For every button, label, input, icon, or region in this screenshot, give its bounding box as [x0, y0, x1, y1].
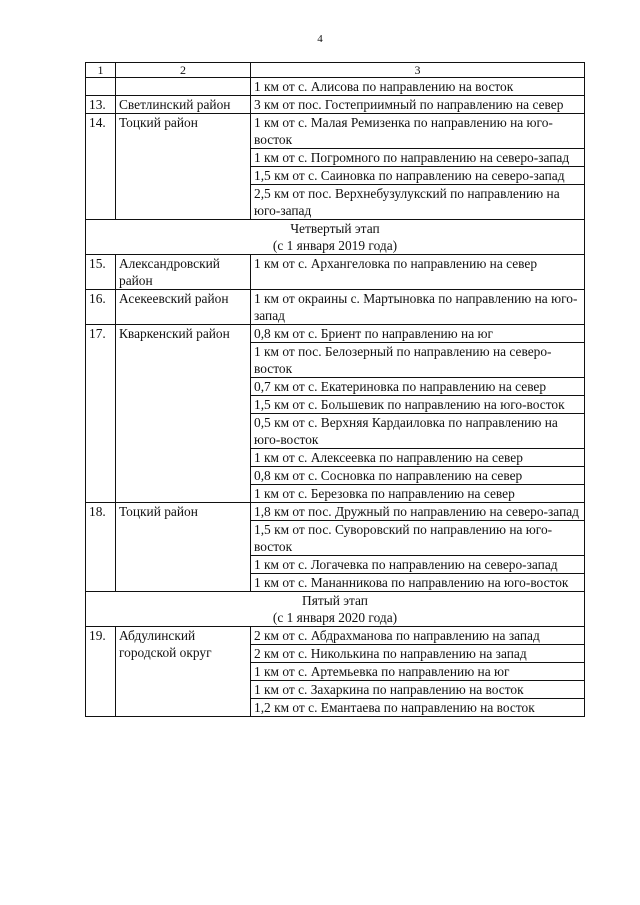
location-cell: 1 км от с. Алисова по направлению на восток	[251, 78, 585, 96]
stage-cell	[86, 220, 585, 255]
row-number-cell	[86, 78, 116, 96]
location-cell: 1,5 км от пос. Суворовский по направлению на юго-восток	[251, 521, 585, 556]
district-name: Кваркенский район	[116, 325, 251, 503]
table-row	[86, 290, 585, 325]
location-cell: 3 км от пос. Гостеприимный по направлению на север	[251, 96, 585, 114]
row-number: 18.	[86, 503, 116, 592]
page-number: 4	[317, 33, 323, 45]
location-cell: 1,5 км от с. Саиновка по направлению на северо-запад	[251, 167, 585, 185]
location-cell: 1,2 км от с. Емантаева по направлению на восток	[251, 699, 585, 717]
location-cell: 1 км от с. Малая Ремизенка по направлению на юго-восток	[251, 114, 585, 149]
location-cell: 0,8 км от с. Бриент по направлению на юг	[251, 325, 585, 343]
row-number: 15.	[86, 255, 116, 290]
row-number: 14.	[86, 114, 116, 220]
location-cell: 1 км от с. Артемьевка по направлению на юг	[251, 663, 585, 681]
stage-row	[86, 592, 585, 627]
stage-subtitle: (с 1 января 2019 года)	[272, 238, 398, 253]
location-cell: 1 км от с. Алексеевка по направлению на север	[251, 449, 585, 467]
table-header-row	[86, 63, 585, 78]
location-cell: 1 км от с. Логачевка по направлению на северо-запад	[251, 556, 585, 574]
table-row	[86, 114, 585, 149]
location-cell: 1 км от с. Мананникова по направлению на юго-восток	[251, 574, 585, 592]
location-cell: 1 км от с. Захаркина по направлению на восток	[251, 681, 585, 699]
district-name: Тоцкий район	[116, 114, 251, 220]
table-row	[86, 96, 585, 114]
stage-subtitle: (с 1 января 2020 года)	[272, 610, 398, 625]
stage-title: Пятый этап	[302, 593, 368, 608]
district-name: Абдулинский городской округ	[116, 627, 251, 717]
stage-cell	[86, 592, 585, 627]
locations-table	[85, 62, 585, 717]
location-cell: 1 км от окраины с. Мартыновка по направлению на юго-запад	[251, 290, 585, 325]
location-cell: 2 км от с. Абдрахманова по направлению на запад	[251, 627, 585, 645]
row-number: 16.	[86, 290, 116, 325]
location-cell: 1 км от с. Погромного по направлению на северо-запад	[251, 149, 585, 167]
header-col-1: 1	[86, 63, 116, 78]
table-row	[86, 78, 585, 96]
district-name: Светлинский район	[116, 96, 251, 114]
location-cell: 0,8 км от с. Сосновка по направлению на север	[251, 467, 585, 485]
table-row	[86, 627, 585, 645]
district-name: Тоцкий район	[116, 503, 251, 592]
row-number: 19.	[86, 627, 116, 717]
header-col-3: 3	[251, 63, 585, 78]
location-cell: 2,5 км от пос. Верхнебузулукский по направлению на юго-запад	[251, 185, 585, 220]
row-number: 13.	[86, 96, 116, 114]
location-cell: 1,8 км от пос. Дружный по направлению на северо-запад	[251, 503, 585, 521]
location-cell: 0,7 км от с. Екатериновка по направлению на север	[251, 378, 585, 396]
location-cell: 2 км от с. Николькина по направлению на запад	[251, 645, 585, 663]
location-cell: 1,5 км от с. Большевик по направлению на юго-восток	[251, 396, 585, 414]
location-cell: 1 км от с. Архангеловка по направлению на север	[251, 255, 585, 290]
row-number: 17.	[86, 325, 116, 503]
location-cell: 1 км от пос. Белозерный по направлению на северо-восток	[251, 343, 585, 378]
district-name: Асекеевский район	[116, 290, 251, 325]
table-row	[86, 255, 585, 290]
location-cell: 0,5 км от с. Верхняя Кардаиловка по направлению на юго-восток	[251, 414, 585, 449]
stage-title: Четвертый этап	[290, 221, 380, 236]
district-name-cell	[116, 78, 251, 96]
location-cell: 1 км от с. Березовка по направлению на север	[251, 485, 585, 503]
district-name: Александровский район	[116, 255, 251, 290]
stage-row	[86, 220, 585, 255]
table-row	[86, 325, 585, 343]
table-row	[86, 503, 585, 521]
header-col-2: 2	[116, 63, 251, 78]
